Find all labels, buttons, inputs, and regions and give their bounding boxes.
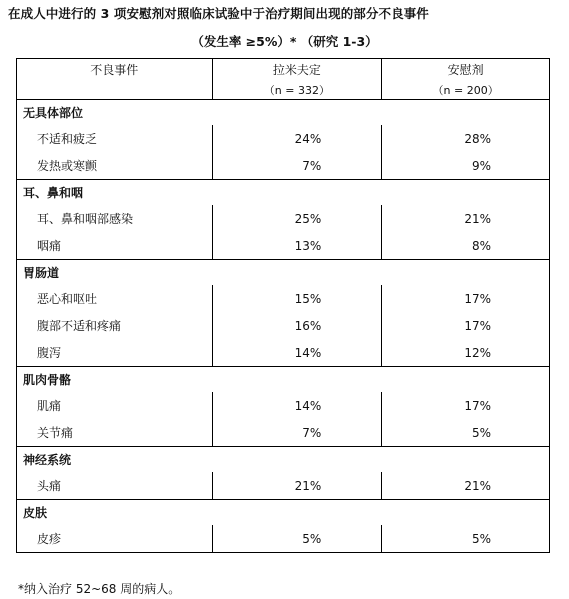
table-row — [17, 392, 550, 419]
drug-rate: 25% — [212, 205, 382, 232]
placebo-rate: 12% — [382, 339, 550, 367]
drug-rate: 24% — [212, 125, 382, 152]
drug-rate: 21% — [212, 472, 382, 500]
placebo-rate: 21% — [382, 205, 550, 232]
category-row — [17, 500, 550, 526]
table-row — [17, 419, 550, 447]
header-drug-label: 拉米夫定 — [272, 63, 321, 77]
event-name: 腹部不适和疼痛 — [17, 312, 213, 339]
drug-rate: 7% — [212, 152, 382, 180]
drug-rate: 13% — [212, 232, 382, 260]
event-name: 皮疹 — [17, 525, 213, 553]
category-name: 无具体部位 — [17, 100, 550, 126]
table-row — [17, 285, 550, 312]
header-drug — [212, 59, 382, 100]
drug-rate: 14% — [212, 392, 382, 419]
table-row — [17, 232, 550, 260]
category-row — [17, 367, 550, 393]
drug-rate: 15% — [212, 285, 382, 312]
drug-rate: 5% — [212, 525, 382, 553]
event-name: 咽痛 — [17, 232, 213, 260]
table-header-row — [17, 59, 550, 100]
placebo-rate: 17% — [382, 312, 550, 339]
event-name: 头痛 — [17, 472, 213, 500]
table-row — [17, 152, 550, 180]
placebo-rate: 8% — [382, 232, 550, 260]
placebo-rate: 17% — [382, 392, 550, 419]
table-footnote: *纳入治疗 52~68 周的病人。 — [18, 582, 181, 596]
table-row — [17, 525, 550, 553]
category-name: 胃肠道 — [17, 260, 550, 286]
event-name: 肌痛 — [17, 392, 213, 419]
header-placebo-label: 安慰剂 — [447, 63, 484, 77]
drug-rate: 16% — [212, 312, 382, 339]
header-placebo — [382, 59, 550, 100]
placebo-rate: 5% — [382, 525, 550, 553]
placebo-rate: 28% — [382, 125, 550, 152]
table-subtitle: （发生率 ≥5%）* （研究 1-3） — [191, 34, 378, 49]
header-event-label: 不良事件 — [90, 63, 139, 77]
event-name: 发热或寒颤 — [17, 152, 213, 180]
category-row — [17, 447, 550, 473]
category-name: 肌肉骨骼 — [17, 367, 550, 393]
table-row — [17, 205, 550, 232]
placebo-rate: 21% — [382, 472, 550, 500]
placebo-rate: 17% — [382, 285, 550, 312]
event-name: 不适和疲乏 — [17, 125, 213, 152]
category-name: 神经系统 — [17, 447, 550, 473]
table-row — [17, 125, 550, 152]
category-row — [17, 260, 550, 286]
table-title: 在成人中进行的 3 项安慰剂对照临床试验中于治疗期间出现的部分不良事件 — [8, 6, 429, 21]
category-row — [17, 180, 550, 206]
adverse-events-table — [16, 58, 550, 553]
event-name: 腹泻 — [17, 339, 213, 367]
category-name: 耳、鼻和咽 — [17, 180, 550, 206]
header-drug-n: （n = 332） — [263, 84, 330, 97]
event-name: 关节痛 — [17, 419, 213, 447]
placebo-rate: 5% — [382, 419, 550, 447]
table-row — [17, 339, 550, 367]
drug-rate: 7% — [212, 419, 382, 447]
table-row — [17, 312, 550, 339]
event-name: 恶心和呕吐 — [17, 285, 213, 312]
drug-rate: 14% — [212, 339, 382, 367]
header-placebo-n: （n = 200） — [432, 84, 499, 97]
header-event — [17, 59, 213, 100]
placebo-rate: 9% — [382, 152, 550, 180]
category-name: 皮肤 — [17, 500, 550, 526]
table-row — [17, 472, 550, 500]
category-row — [17, 100, 550, 126]
event-name: 耳、鼻和咽部感染 — [17, 205, 213, 232]
